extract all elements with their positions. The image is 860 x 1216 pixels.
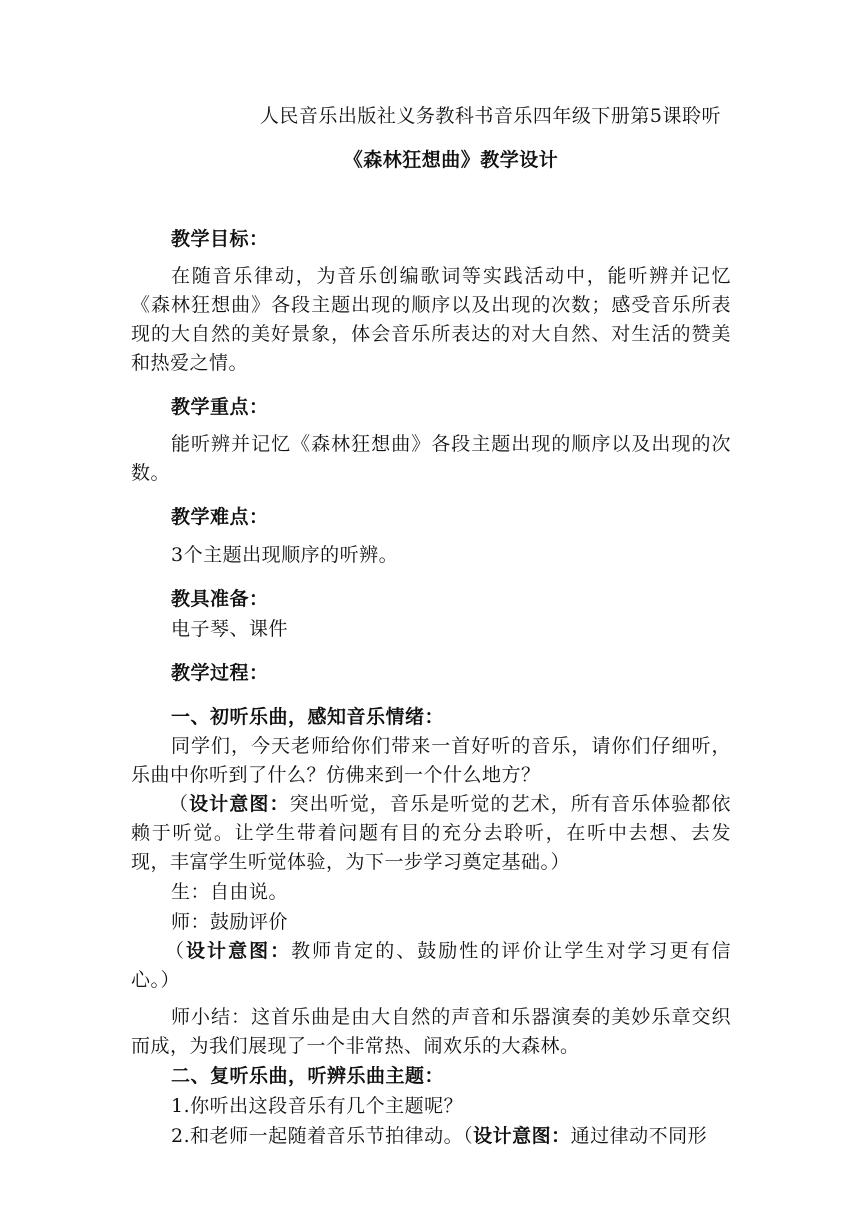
design-intent-text: 教师肯定的、鼓励性的评价让学生对学习更有信心。） <box>131 940 731 991</box>
part1-teacher-intro: 同学们，今天老师给你们带来一首好听的音乐，请你们仔细听，乐曲中你听到了什么？仿佛来到一个什么地方？ <box>131 735 731 786</box>
item-2-tail: 通过律动不同形 <box>570 1125 708 1147</box>
focus-heading: 教学重点： <box>171 396 269 418</box>
part2-heading: 二、复听乐曲，听辨乐曲主题： <box>171 1065 445 1087</box>
difficulty-text: 3个主题出现顺序的听辨。 <box>171 544 399 566</box>
part1-design-note-2 <box>131 937 731 995</box>
teacher-summary: 师小结：这首乐曲是由大自然的声音和乐器演奏的美妙乐章交织而成，为我们展现了一个非常热、闹欢乐的大森林。 <box>131 1006 731 1057</box>
design-intent-text: 突出听觉，音乐是听觉的艺术，所有音乐体验都依赖于听觉。让学生带着问题有目的充分去聆听，在听中去想、去发现，丰富学生听觉体验，为下一步学习奠定基础。） <box>131 793 731 873</box>
part2-item-1: 1.你听出这段音乐有几个主题呢？ <box>171 1095 464 1117</box>
document-title: 《森林狂想曲》教学设计 <box>343 149 559 171</box>
goal-heading: 教学目标： <box>171 228 269 250</box>
item-2-text: 2.和老师一起随着音乐节拍律动。（ <box>171 1125 474 1147</box>
process-heading: 教学过程： <box>171 662 269 684</box>
teacher-response: 师：鼓励评价 <box>171 911 289 933</box>
design-intent-label: 设计意图： <box>473 1125 571 1147</box>
design-intent-label: 设计意图： <box>186 940 292 962</box>
goal-text: 在随音乐律动，为音乐创编歌词等实践活动中，能听辨并记忆《森林狂想曲》各段主题出现的顺序以及出现的次数；感受音乐所表现的大自然的美好景象，体会音乐所表达的对大自然、对生活的赞美和热爱之情。 <box>131 265 731 374</box>
difficulty-heading: 教学难点： <box>171 506 269 528</box>
document-subtitle: 人民音乐出版社义务教科书音乐四年级下册第5课聆听 <box>259 105 721 127</box>
part1-design-note <box>131 790 731 877</box>
part2-item-2 <box>131 1121 731 1151</box>
design-intent-label: 设计意图： <box>189 793 290 815</box>
focus-text: 能听辨并记忆《森林狂想曲》各段主题出现的顺序以及出现的次数。 <box>131 433 731 484</box>
note-open-paren: （ <box>165 940 187 962</box>
note-open-paren: （ <box>169 793 190 815</box>
lesson-plan-body <box>131 100 731 1151</box>
student-response: 生：自由说。 <box>171 881 289 903</box>
part1-heading: 一、初听乐曲，感知音乐情绪： <box>171 706 445 728</box>
prep-heading: 教具准备： <box>171 588 269 610</box>
prep-text: 电子琴、课件 <box>171 618 289 640</box>
